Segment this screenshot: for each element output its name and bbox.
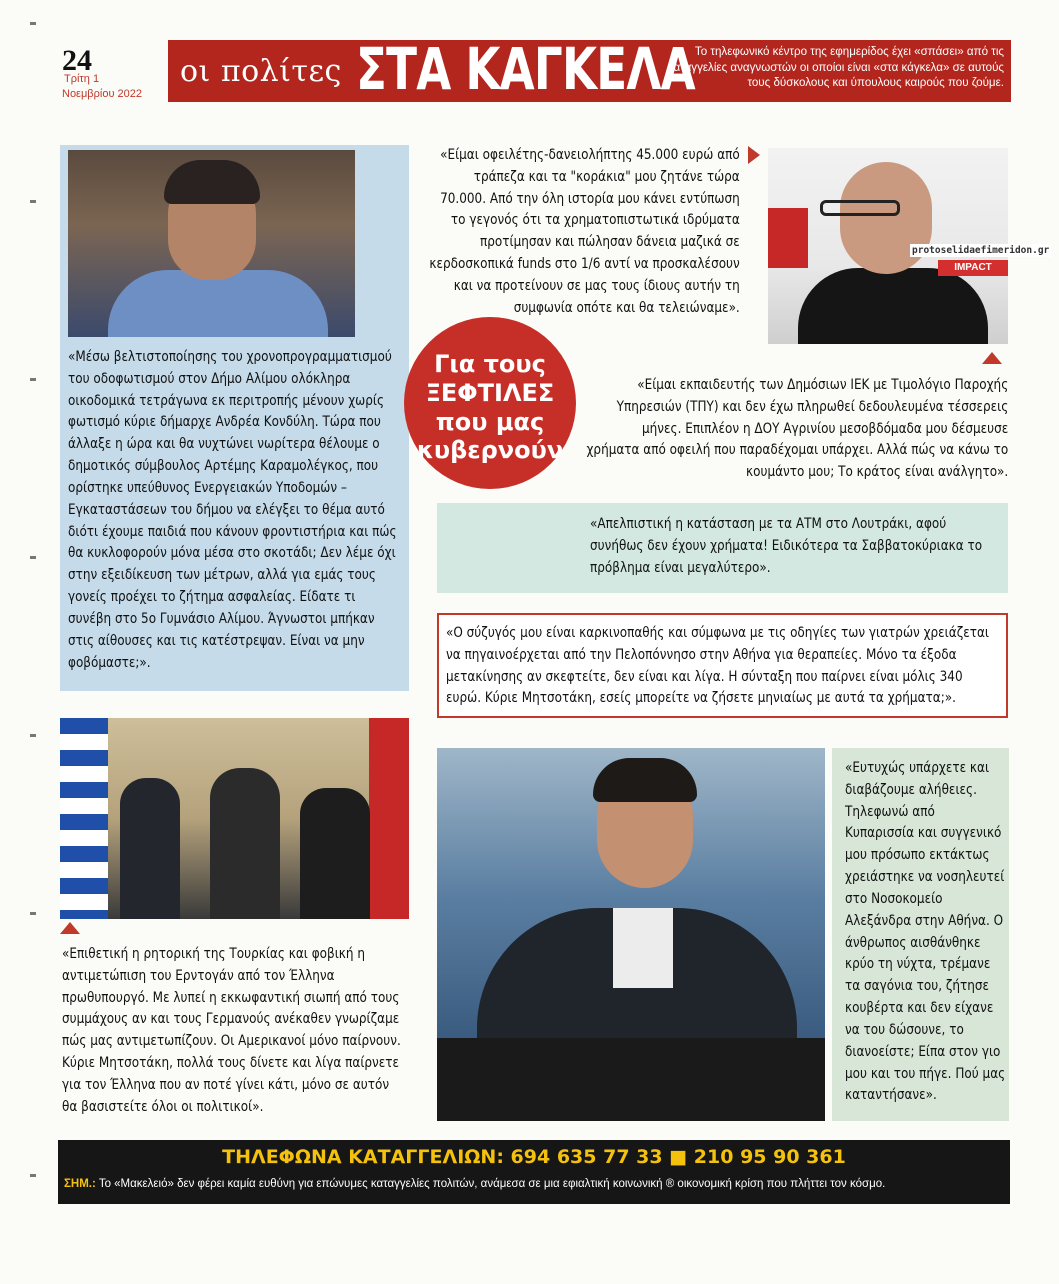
scan-mark — [30, 22, 36, 25]
section-title-prefix: οι πολίτες — [180, 54, 342, 89]
atm-complaint-text: «Απελπιστική η κατάσταση με τα ΑΤΜ στο Λουτράκι, αφού συνήθως δεν έχουν χρήματα! Ειδικότερα τα Σαββατοκύριακα το πρόβλημα είναι μεγαλύτερο». — [590, 516, 983, 576]
headline-line-3: που μας — [435, 407, 545, 436]
arrow-up-icon — [982, 352, 1002, 364]
turkey-complaint-text: «Επιθετική η ρητορική της Τουρκίας και φοβική η αντιμετώπιση του Ερντογάν από τον Έλληνα πρωθυπουργό. Με λυπεί η εκκωφαντική σιωπή από τους συμμάχους αν και τους Γερμανούς ανέκαθεν γνωρίζαμε πώς μας αντιμετωπίζουν. Οι Αμερικανοί μόνο παίρνουν. Κύριε Μητσοτάκη, πολλά τους δίνετε και λίγα παίρνετε για τον Έλληνα που αν ποτέ γίνει κάτι, μόνο σε αυτόν θα βασιστείτε όλοι οι πολιτικοί». — [62, 946, 401, 1115]
scan-mark — [30, 1174, 36, 1177]
disclaimer-text: Το «Μακελειό» δεν φέρει καμία ευθύνη για επώνυμες καταγγελίες πολιτών, ανάμεσα σε μια εφιαλτική κοινωνική ® οικονομική κρίση που πλήττει τον κόσμο. — [98, 1178, 886, 1190]
scan-mark — [30, 200, 36, 203]
arrow-up-icon — [60, 922, 80, 934]
lighting-complaint-text: «Μέσω βελτιστοποίησης του χρονοπρογραμματισμού του οδοφωτισμού στον Δήμο Αλίμου ολόκληρα οικοδομικά τετράγωνα εκ περιτροπής μένουν χωρίς φωτισμό κύριε δήμαρχε Ανδρέα Κονδύλη. Τώρα που άλλαξε η ώρα και θα νυχτώνει νωρίτερα θέλουμε ο δημοτικός σύμβουλος Αρτέμης Καραμολέγκος, που ορίστηκε υπεύθυνος Ενεργειακών Υποδομών – Εγκαταστάσεων του δήμου να ελέγξει το θέμα αυτό διότι έχουμε παιδιά που κάνουν φροντιστήρια και πώς θα κυκλοφορούν μόνα μέσα στο σκοτάδι; Δεν λέμε όχι στην εξειδίκευση των μέτρων, αλλά για εμάς τους γονείς προέχει το ζήτημα ασφαλείας. Είδατε τι συνέβη στο 5ο Γυμνάσιο Αλίμου. Άγνωστοι μπήκαν στις αίθουσες και τις κατέστρεψαν. Είναι να μην φοβόμαστε;». — [68, 349, 397, 671]
headline-text — [404, 350, 576, 465]
photo-diplomatic-meeting — [60, 718, 409, 919]
issue-date: Νοεμβρίου 2022 — [62, 88, 142, 100]
scan-mark — [30, 556, 36, 559]
disclaimer-note — [64, 1178, 1004, 1190]
cancer-complaint-text: «Ο σύζυγός μου είναι καρκινοπαθής και σύμφωνα με τις οδηγίες των γιατρών χρειάζεται να πηγαινοέρχεται από την Πελοπόννησο στην Αθήνα για θεραπείες. Μόνο τα έξοδα μετακίνησης αν σκεφτείτε, δεν είναι και λίγα. Η σύνταξη που παίρνει είναι μόλις 340 ευρώ. Κύριε Μητσοτάκη, εσείς μπορείτε να ζήσετε μηνιαίως με αυτά τα χρήματα;». — [446, 625, 990, 707]
headline-line-4: κυβερνούν — [416, 436, 564, 465]
headline-line-2: ΞΕΦΤΙΛΕΣ — [425, 378, 555, 407]
loan-complaint-text: «Είμαι οφειλέτης-δανειολήπτης 45.000 ευρώ από τράπεζα και τα "κοράκια" μου ζητάνε τώρα 70.000. Από την όλη ιστορία μου κάνει εντύπωση το γεγονός ότι τα χρηματοπιστωτικά ιδρύματα προτίμησαν και πώλησαν δάνεια μαζικά σε κερδοσκοπικά funds στο 1/6 αντί να προσκαλέσουν και να προτείνουν σε μας τους ίδιους αυτήν τη συμφωνία οπότε και θα τελειώναμε». — [429, 147, 740, 316]
section-title: ΣΤΑ ΚΑΓΚΕΛΑ — [356, 35, 695, 103]
disclaimer-label: ΣΗΜ.: — [64, 1178, 96, 1190]
issue-day: Τρίτη 1 — [64, 73, 100, 85]
scan-mark — [30, 912, 36, 915]
page-number: 24 — [62, 44, 92, 77]
hospital-complaint-text: «Ευτυχώς υπάρχετε και διαβάζουμε αλήθειες. Τηλεφωνώ από Κυπαρισσία και συγγενικό μου πρόσωπο εκτάκτως χρειάστηκε να νοσηλευτεί στο Νοσοκομείο Αλεξάνδρα στην Αθήνα. Ο άνθρωπος αισθάνθηκε κρύο τη νύχτα, τρέμανε τα σαγόνια του, ζήτησε κουβέρτα και δεν είχανε να του δώσουνε, το διανοείστε; Είπα στον γιο μου και του πήγε. Πού μας καταντήσανε». — [845, 760, 1006, 1104]
scan-mark — [30, 734, 36, 737]
phones-label: ΤΗΛΕΦΩΝΑ ΚΑΤΑΓΓΕΛΙΩΝ: — [222, 1146, 504, 1168]
headline-line-1: Για τους — [434, 350, 546, 378]
phone-landline[interactable]: 210 95 90 361 — [693, 1146, 846, 1168]
phone-separator: ■ — [669, 1146, 688, 1168]
watermark: protoselidaefimeridon.gr — [912, 245, 1050, 256]
section-intro: Το τηλεφωνικό κέντρο της εφημερίδος έχει «σπάσει» από τις καταγγελίες αναγνωστών οι οποίοι είναι «στα κάγκελα» σε αυτούς τους δύσκολους και ύπουλους καιρούς που ζούμε. — [667, 45, 1004, 90]
complaint-phones — [58, 1146, 1010, 1168]
photo-minister-speaking — [437, 748, 825, 1121]
photo-mayor — [68, 150, 355, 337]
photo-banner-text: IMPACT — [938, 260, 1008, 276]
iek-complaint-text: «Είμαι εκπαιδευτής των Δημόσιων ΙΕΚ με Τιμολόγιο Παροχής Υπηρεσιών (ΤΠΥ) και δεν έχω πληρωθεί δεδουλευμένα τέσσερεις μήνες. Επιπλέον η ΔΟΥ Αγρινίου μεσοβδόμαδα μου δέσμευσε χρήματα από οφειλή που παραδέχομαι υπάρχει. Αλλά πώς να κάνω το κουμάντο μου; Το κράτος είναι ανάλγητο». — [586, 377, 1009, 481]
scan-mark — [30, 378, 36, 381]
phone-mobile[interactable]: 694 635 77 33 — [510, 1146, 663, 1168]
arrow-right-icon — [748, 146, 760, 164]
